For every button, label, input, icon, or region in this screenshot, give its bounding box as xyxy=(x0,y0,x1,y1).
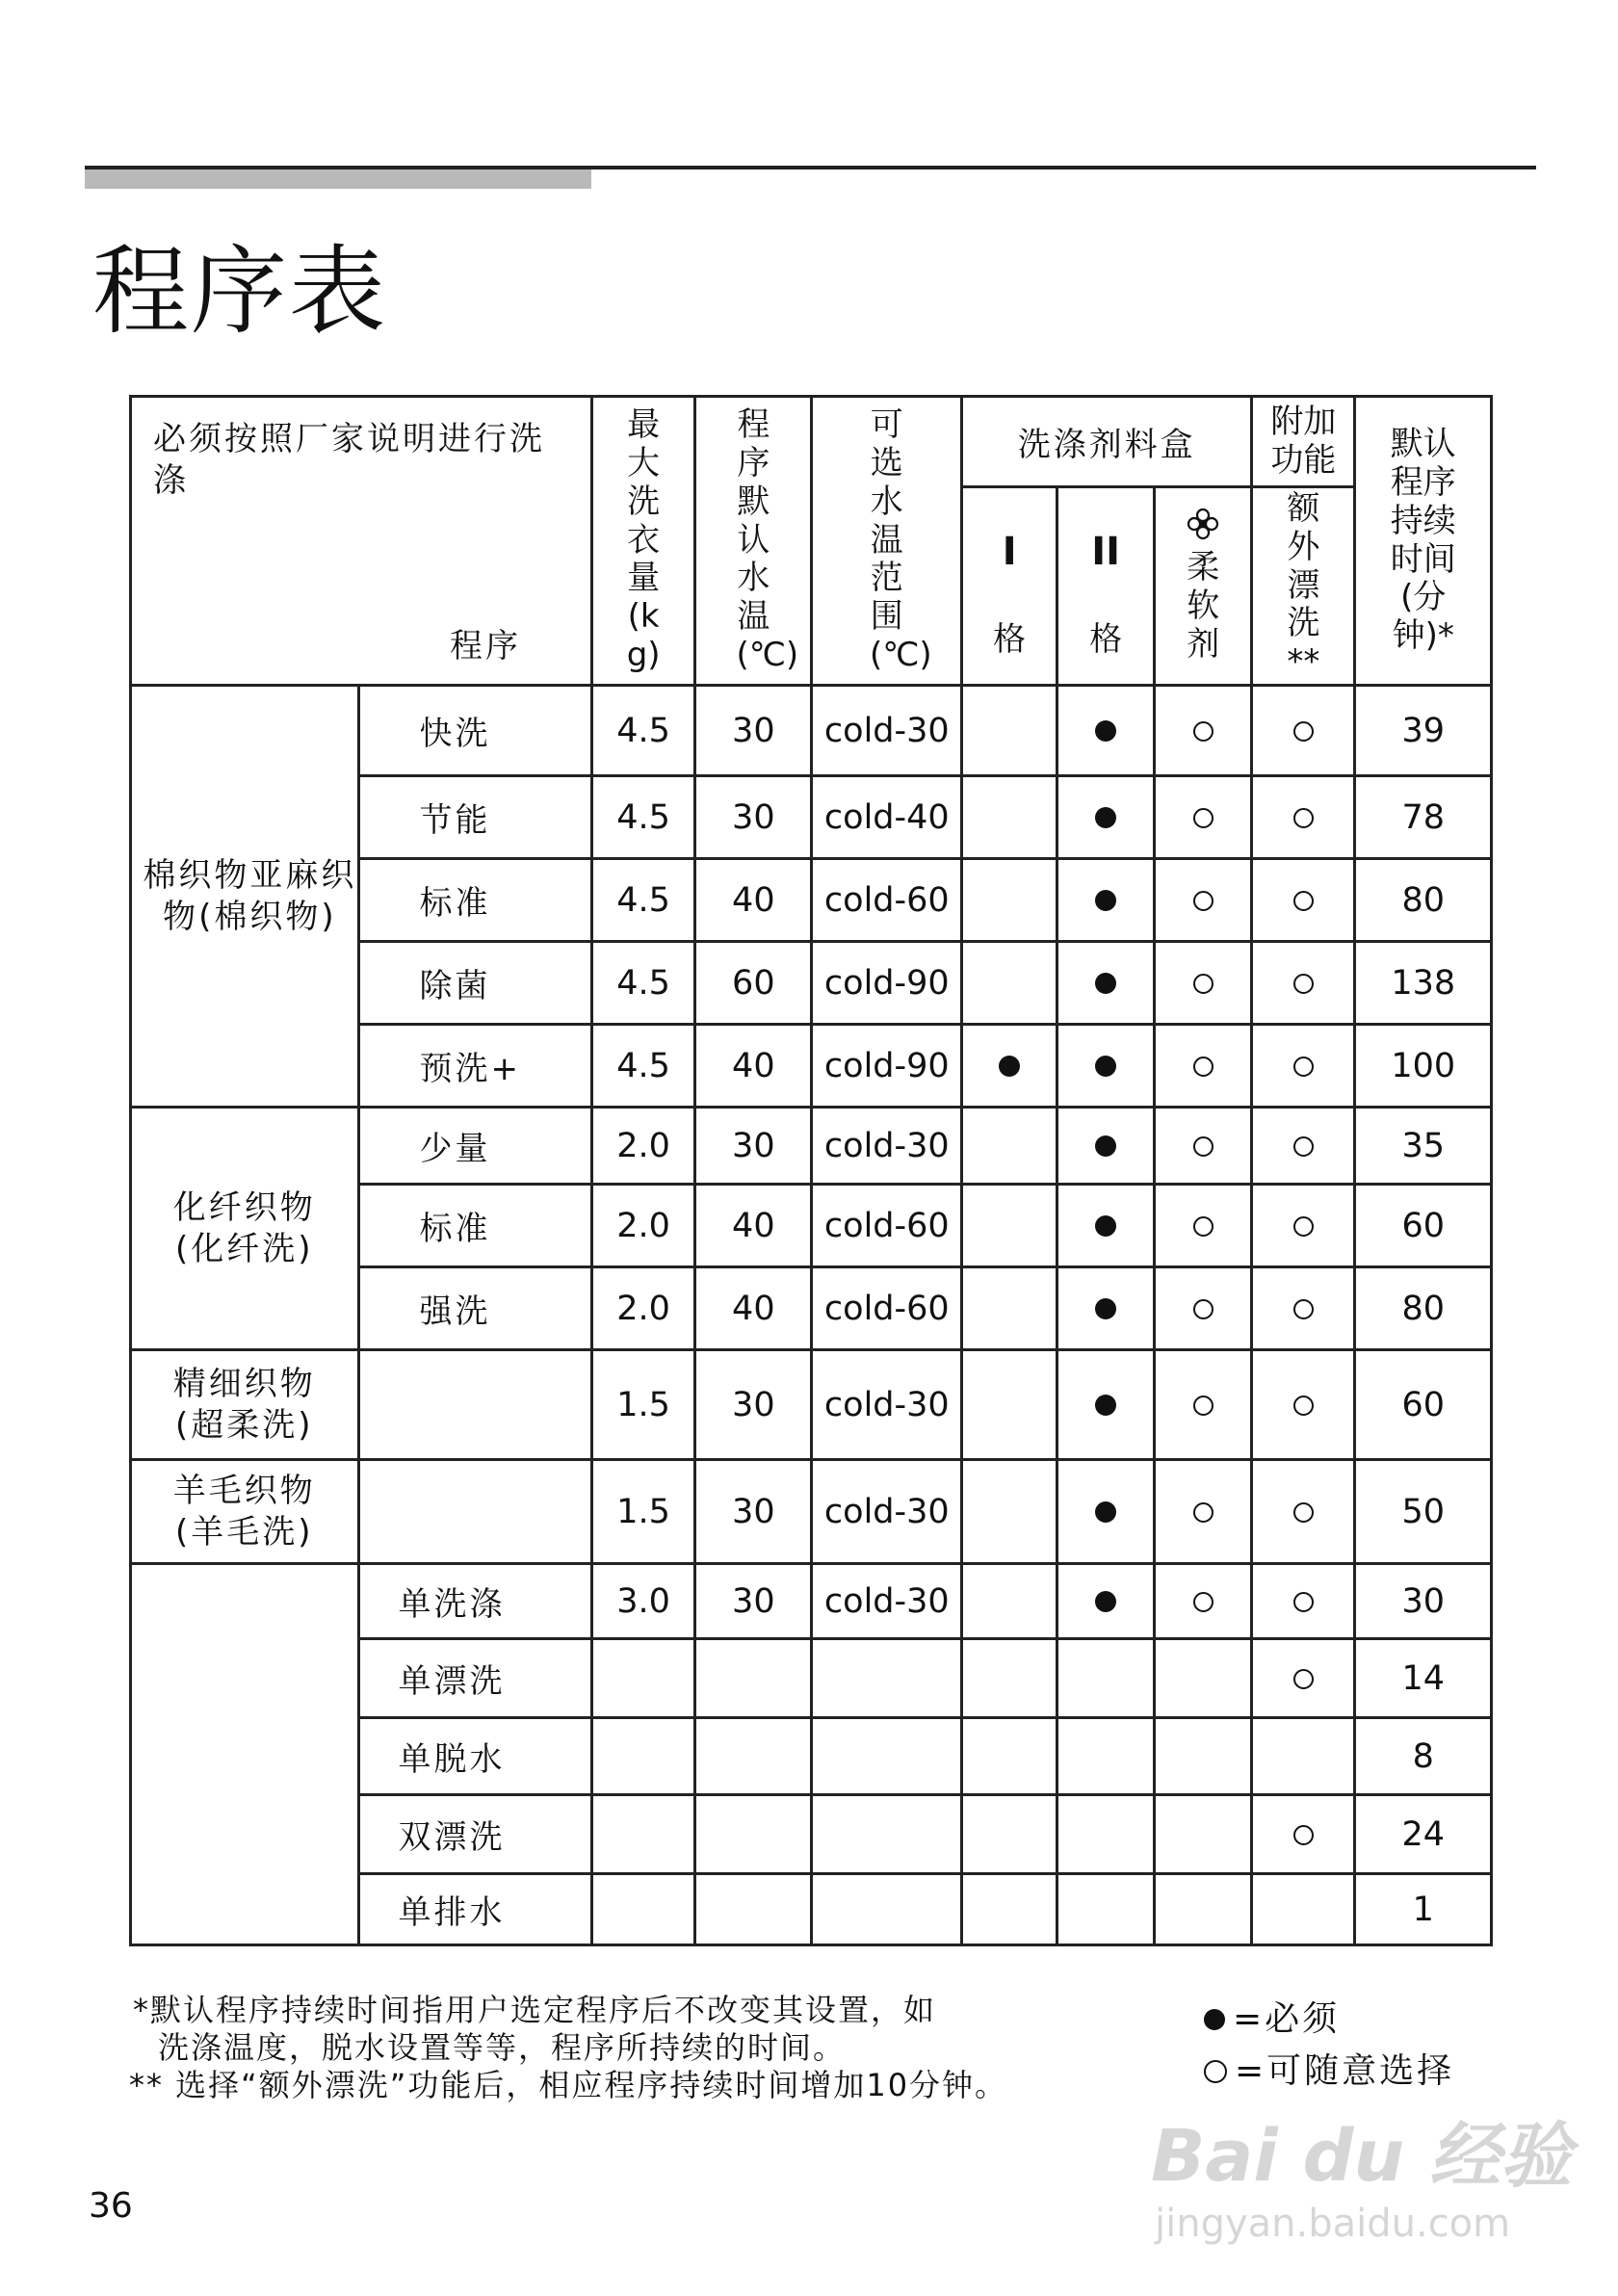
compartment-1-cell xyxy=(962,942,1057,1025)
header-accent-bar xyxy=(85,170,591,189)
extra-rinse-cell xyxy=(1252,1185,1355,1267)
hollow-circle-icon xyxy=(1293,1396,1314,1416)
program-name: 标准 xyxy=(358,1185,592,1267)
hollow-circle-icon xyxy=(1293,1136,1314,1157)
hollow-circle-icon xyxy=(1204,2060,1227,2083)
compartment-2-cell xyxy=(1057,859,1155,942)
filled-dot-icon xyxy=(999,1056,1020,1077)
max-load-cell xyxy=(592,1718,695,1795)
max-load-cell: 4.5 xyxy=(592,686,695,776)
program-name: 预洗+ xyxy=(358,1025,592,1108)
compartment-1-cell xyxy=(962,1874,1057,1945)
extra-rinse-cell xyxy=(1252,942,1355,1025)
compartment-2-cell xyxy=(1057,942,1155,1025)
softener-cell xyxy=(1155,1874,1252,1945)
header-detergent-box: 洗涤剂料盒 xyxy=(962,397,1252,487)
table-row xyxy=(131,1108,1492,1185)
table-row xyxy=(131,1460,1492,1564)
filled-dot-icon xyxy=(1095,1591,1116,1612)
extra-rinse-cell xyxy=(1252,1639,1355,1718)
hollow-circle-icon xyxy=(1193,1396,1214,1416)
duration-cell: 78 xyxy=(1355,776,1492,859)
header-duration: 默认程序持续时间(分钟)* xyxy=(1355,397,1492,686)
extra-rinse-cell xyxy=(1252,1718,1355,1795)
hollow-circle-icon xyxy=(1193,1057,1214,1077)
flower-icon xyxy=(1187,508,1219,540)
filled-dot-icon xyxy=(1095,973,1116,994)
max-load-cell: 2.0 xyxy=(592,1185,695,1267)
max-load-cell: 2.0 xyxy=(592,1108,695,1185)
header-compartment-1: I 格 xyxy=(962,487,1057,686)
softener-cell xyxy=(1155,1460,1252,1564)
default-temp-cell: 40 xyxy=(695,1025,812,1108)
table-row xyxy=(131,1564,1492,1639)
softener-cell xyxy=(1155,1795,1252,1874)
filled-dot-icon xyxy=(1095,1215,1116,1237)
temp-range-cell: cold-30 xyxy=(812,1108,962,1185)
default-temp-cell xyxy=(695,1874,812,1945)
max-load-cell: 4.5 xyxy=(592,1025,695,1108)
softener-cell xyxy=(1155,1718,1252,1795)
program-name: 单漂洗 xyxy=(358,1639,592,1718)
default-temp-cell: 30 xyxy=(695,1108,812,1185)
hollow-circle-icon xyxy=(1193,808,1214,828)
program-name: 单排水 xyxy=(358,1874,592,1945)
softener-cell xyxy=(1155,859,1252,942)
program-name: 单洗涤 xyxy=(358,1564,592,1639)
duration-cell: 30 xyxy=(1355,1564,1492,1639)
temp-range-cell: cold-30 xyxy=(812,1350,962,1460)
default-temp-cell: 40 xyxy=(695,1185,812,1267)
category-wool: 羊毛织物(羊毛洗) xyxy=(131,1460,359,1564)
compartment-1-cell xyxy=(962,1350,1057,1460)
compartment-1-cell xyxy=(962,1639,1057,1718)
default-temp-cell: 30 xyxy=(695,1460,812,1564)
hollow-circle-icon xyxy=(1293,974,1314,994)
hollow-circle-icon xyxy=(1293,1825,1314,1845)
program-name: 双漂洗 xyxy=(358,1795,592,1874)
temp-range-cell: cold-30 xyxy=(812,686,962,776)
filled-dot-icon xyxy=(1095,807,1116,828)
default-temp-cell: 30 xyxy=(695,1564,812,1639)
header-additional: 附加功能 xyxy=(1252,397,1355,487)
hollow-circle-icon xyxy=(1193,1136,1214,1157)
hollow-circle-icon xyxy=(1193,1502,1214,1523)
max-load-cell: 1.5 xyxy=(592,1460,695,1564)
watermark: Bai du 经验 jingyan.baidu.com xyxy=(1151,2115,1572,2246)
max-load-cell: 2.0 xyxy=(592,1267,695,1350)
hollow-circle-icon xyxy=(1293,721,1314,742)
category-empty xyxy=(131,1564,359,1945)
duration-cell: 100 xyxy=(1355,1025,1492,1108)
temp-range-cell xyxy=(812,1718,962,1795)
softener-cell xyxy=(1155,1350,1252,1460)
extra-rinse-cell xyxy=(1252,1025,1355,1108)
legend-optional: =可随意选择 xyxy=(1204,2046,1454,2098)
duration-cell: 80 xyxy=(1355,1267,1492,1350)
temp-range-cell xyxy=(812,1639,962,1718)
extra-rinse-cell xyxy=(1252,1350,1355,1460)
default-temp-cell xyxy=(695,1718,812,1795)
program-name: 除菌 xyxy=(358,942,592,1025)
hollow-circle-icon xyxy=(1193,974,1214,994)
compartment-1-cell xyxy=(962,1108,1057,1185)
max-load-cell xyxy=(592,1639,695,1718)
compartment-1-cell xyxy=(962,686,1057,776)
compartment-1-cell xyxy=(962,1718,1057,1795)
table-row xyxy=(131,1350,1492,1460)
softener-cell xyxy=(1155,1108,1252,1185)
program-name: 节能 xyxy=(358,776,592,859)
max-load-cell: 1.5 xyxy=(592,1350,695,1460)
header-program: 程序 xyxy=(450,627,521,665)
extra-rinse-cell xyxy=(1252,859,1355,942)
temp-range-cell: cold-60 xyxy=(812,1185,962,1267)
default-temp-cell: 60 xyxy=(695,942,812,1025)
temp-range-cell: cold-90 xyxy=(812,1025,962,1108)
duration-cell: 14 xyxy=(1355,1639,1492,1718)
temp-range-cell: cold-60 xyxy=(812,1267,962,1350)
category-cotton: 棉织物亚麻织物(棉织物) xyxy=(131,686,359,1108)
header-softener: 柔软剂 xyxy=(1155,487,1252,686)
hollow-circle-icon xyxy=(1293,1669,1314,1689)
compartment-2-cell xyxy=(1057,1025,1155,1108)
compartment-2-cell xyxy=(1057,1795,1155,1874)
compartment-1-cell xyxy=(962,1267,1057,1350)
extra-rinse-cell xyxy=(1252,1874,1355,1945)
extra-rinse-cell xyxy=(1252,1108,1355,1185)
default-temp-cell: 40 xyxy=(695,859,812,942)
program-name: 单脱水 xyxy=(358,1718,592,1795)
softener-cell xyxy=(1155,1564,1252,1639)
temp-range-cell xyxy=(812,1874,962,1945)
softener-cell xyxy=(1155,776,1252,859)
default-temp-cell: 30 xyxy=(695,1350,812,1460)
compartment-1-cell xyxy=(962,1460,1057,1564)
category-synthetic: 化纤织物(化纤洗) xyxy=(131,1108,359,1350)
max-load-cell: 4.5 xyxy=(592,776,695,859)
temp-range-cell: cold-30 xyxy=(812,1564,962,1639)
hollow-circle-icon xyxy=(1193,721,1214,742)
temp-range-cell: cold-90 xyxy=(812,942,962,1025)
hollow-circle-icon xyxy=(1193,1299,1214,1319)
compartment-2-cell xyxy=(1057,1718,1155,1795)
max-load-cell: 3.0 xyxy=(592,1564,695,1639)
softener-cell xyxy=(1155,942,1252,1025)
temp-range-cell: cold-40 xyxy=(812,776,962,859)
duration-cell: 138 xyxy=(1355,942,1492,1025)
extra-rinse-cell xyxy=(1252,1267,1355,1350)
hollow-circle-icon xyxy=(1293,1216,1314,1237)
filled-dot-icon xyxy=(1095,1056,1116,1077)
program-name xyxy=(358,1460,592,1564)
softener-cell xyxy=(1155,1025,1252,1108)
table-row xyxy=(131,686,1492,776)
page-title: 程序表 xyxy=(92,235,387,348)
duration-cell: 8 xyxy=(1355,1718,1492,1795)
compartment-2-cell xyxy=(1057,1267,1155,1350)
max-load-cell xyxy=(592,1795,695,1874)
page-number: 36 xyxy=(89,2186,133,2226)
compartment-2-cell xyxy=(1057,1350,1155,1460)
default-temp-cell xyxy=(695,1639,812,1718)
program-name: 快洗 xyxy=(358,686,592,776)
footnote-1: *默认程序持续时间指用户选定程序后不改变其设置，如 xyxy=(133,1992,937,2028)
program-name: 少量 xyxy=(358,1108,592,1185)
program-table xyxy=(129,395,1493,1946)
program-name xyxy=(358,1350,592,1460)
header-max-load: 最大洗衣量(kg) xyxy=(592,397,695,686)
extra-rinse-cell xyxy=(1252,1564,1355,1639)
duration-cell: 24 xyxy=(1355,1795,1492,1874)
hollow-circle-icon xyxy=(1193,891,1214,911)
header-extra-rinse: 额外漂洗** xyxy=(1252,487,1355,686)
compartment-1-cell xyxy=(962,1795,1057,1874)
legend-required: =必须 xyxy=(1204,1994,1454,2046)
hollow-circle-icon xyxy=(1293,1592,1314,1612)
filled-dot-icon xyxy=(1095,1298,1116,1319)
header-compartment-2: II 格 xyxy=(1057,487,1155,686)
compartment-2-cell xyxy=(1057,1185,1155,1267)
default-temp-cell: 30 xyxy=(695,776,812,859)
compartment-2-cell xyxy=(1057,686,1155,776)
compartment-2-cell xyxy=(1057,1874,1155,1945)
default-temp-cell: 30 xyxy=(695,686,812,776)
header-note: 必须按照厂家说明进行洗涤 xyxy=(153,420,545,500)
compartment-1-cell xyxy=(962,1564,1057,1639)
compartment-1-cell xyxy=(962,1025,1057,1108)
header-corner-cell xyxy=(131,397,592,686)
softener-cell xyxy=(1155,1639,1252,1718)
duration-cell: 60 xyxy=(1355,1185,1492,1267)
max-load-cell: 4.5 xyxy=(592,859,695,942)
extra-rinse-cell xyxy=(1252,1795,1355,1874)
filled-dot-icon xyxy=(1095,720,1116,742)
compartment-2-cell xyxy=(1057,1639,1155,1718)
filled-dot-icon xyxy=(1095,1501,1116,1523)
header-temp-range: 可选水温范围(℃) xyxy=(812,397,962,686)
hollow-circle-icon xyxy=(1293,891,1314,911)
max-load-cell: 4.5 xyxy=(592,942,695,1025)
filled-dot-icon xyxy=(1204,2009,1225,2030)
softener-cell xyxy=(1155,1267,1252,1350)
extra-rinse-cell xyxy=(1252,686,1355,776)
footnote-2: 洗涤温度，脱水设置等等，程序所持续的时间。 xyxy=(158,2029,847,2067)
duration-cell: 1 xyxy=(1355,1874,1492,1945)
duration-cell: 80 xyxy=(1355,859,1492,942)
legend xyxy=(1204,1994,1454,2098)
softener-cell xyxy=(1155,1185,1252,1267)
max-load-cell xyxy=(592,1874,695,1945)
compartment-1-cell xyxy=(962,859,1057,942)
hollow-circle-icon xyxy=(1293,1299,1314,1319)
duration-cell: 39 xyxy=(1355,686,1492,776)
extra-rinse-cell xyxy=(1252,1460,1355,1564)
hollow-circle-icon xyxy=(1293,1057,1314,1077)
default-temp-cell: 40 xyxy=(695,1267,812,1350)
hollow-circle-icon xyxy=(1193,1216,1214,1237)
extra-rinse-cell xyxy=(1252,776,1355,859)
compartment-2-cell xyxy=(1057,1108,1155,1185)
compartment-1-cell xyxy=(962,776,1057,859)
compartment-2-cell xyxy=(1057,1564,1155,1639)
duration-cell: 50 xyxy=(1355,1460,1492,1564)
filled-dot-icon xyxy=(1095,890,1116,911)
footnotes xyxy=(129,1992,1008,2104)
hollow-circle-icon xyxy=(1293,1502,1314,1523)
softener-cell xyxy=(1155,686,1252,776)
program-name: 标准 xyxy=(358,859,592,942)
compartment-2-cell xyxy=(1057,776,1155,859)
hollow-circle-icon xyxy=(1293,808,1314,828)
duration-cell: 35 xyxy=(1355,1108,1492,1185)
temp-range-cell: cold-30 xyxy=(812,1460,962,1564)
duration-cell: 60 xyxy=(1355,1350,1492,1460)
default-temp-cell xyxy=(695,1795,812,1874)
compartment-2-cell xyxy=(1057,1460,1155,1564)
temp-range-cell xyxy=(812,1795,962,1874)
temp-range-cell: cold-60 xyxy=(812,859,962,942)
compartment-1-cell xyxy=(962,1185,1057,1267)
header-default-temp: 程序默认水温(℃) xyxy=(695,397,812,686)
category-delicate: 精细织物(超柔洗) xyxy=(131,1350,359,1460)
footnote-3: ** 选择“额外漂洗”功能后，相应程序持续时间增加10分钟。 xyxy=(129,2067,1008,2104)
filled-dot-icon xyxy=(1095,1395,1116,1416)
hollow-circle-icon xyxy=(1193,1592,1214,1612)
filled-dot-icon xyxy=(1095,1135,1116,1157)
program-name: 强洗 xyxy=(358,1267,592,1350)
